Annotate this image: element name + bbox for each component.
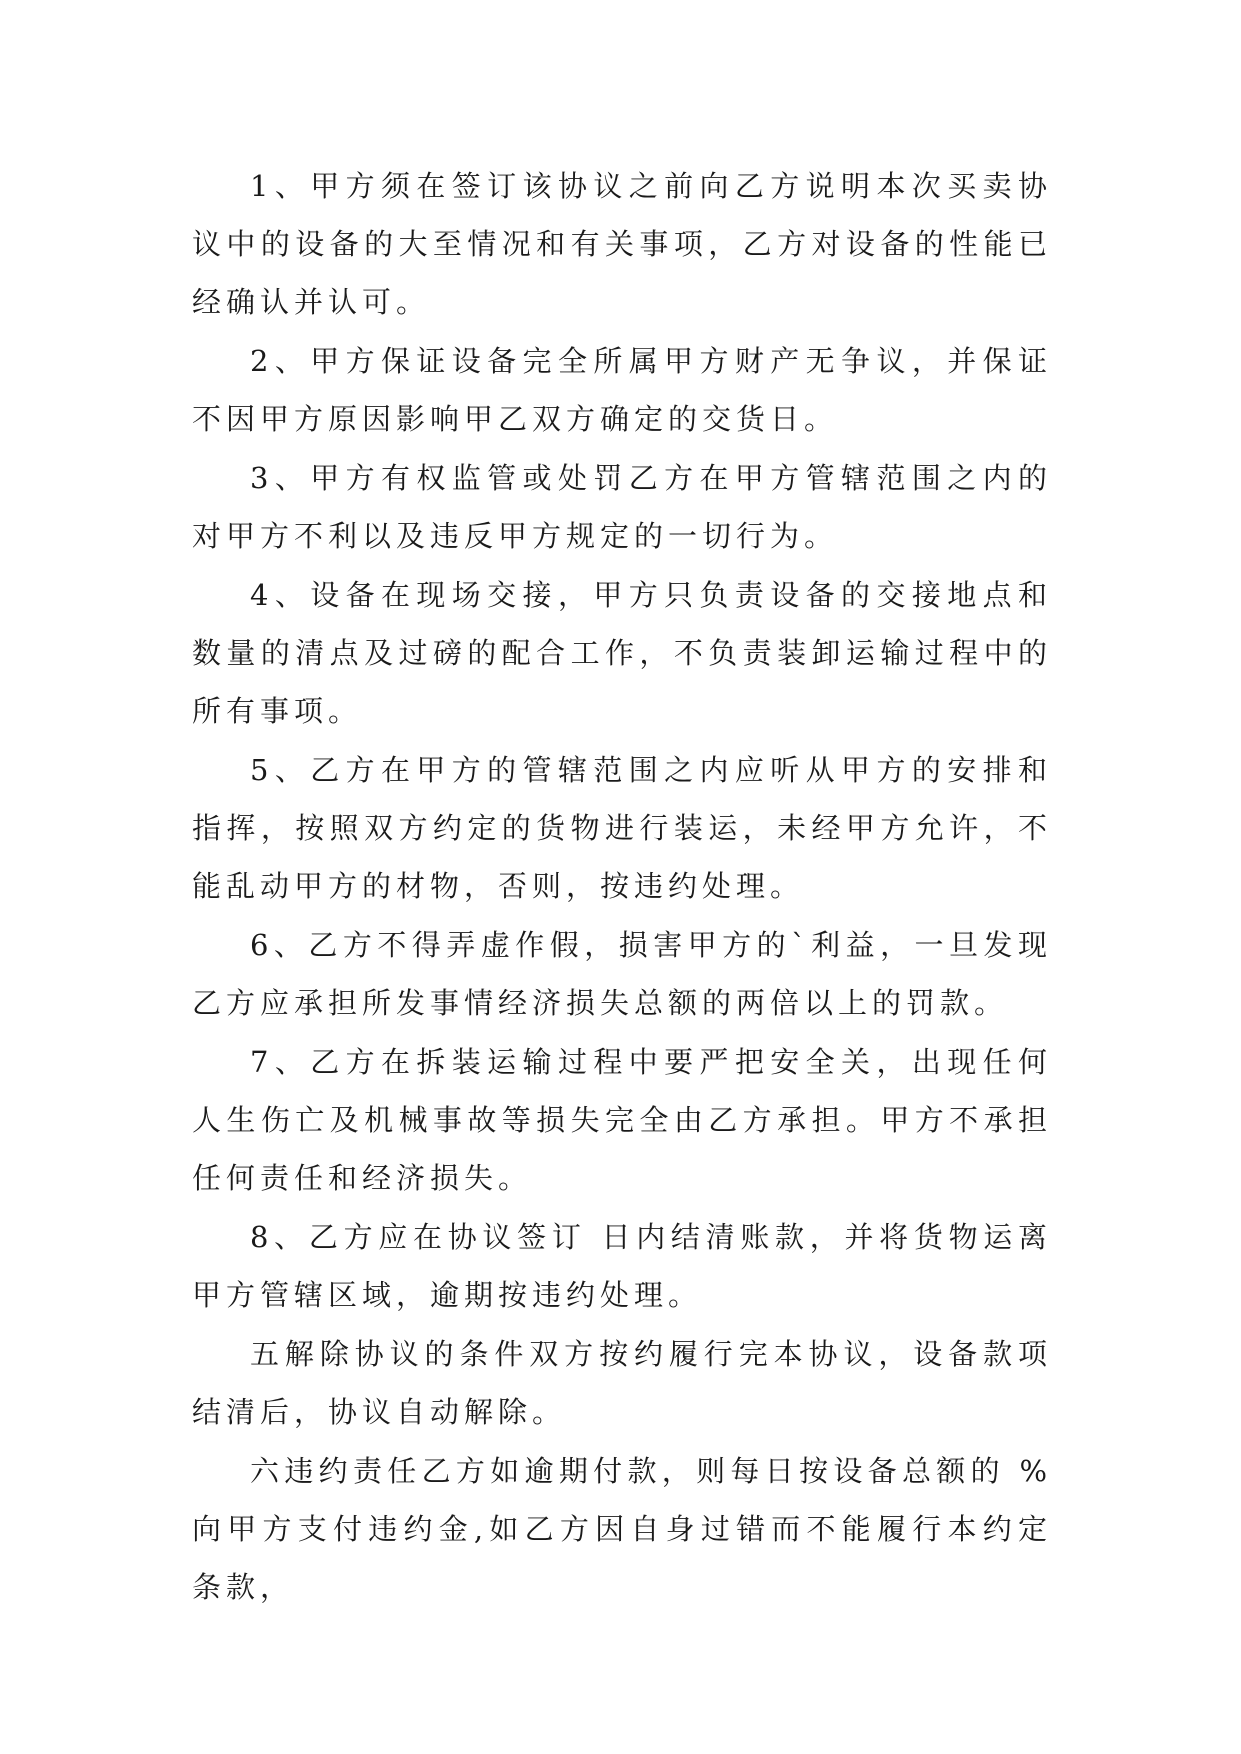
clause-1-paragraph: 1、甲方须在签订该协议之前向乙方说明本次买卖协议中的设备的大至情况和有关事项，乙方对设备的性能已经确认并认可。: [192, 169, 1052, 319]
document-body: [192, 157, 1052, 1617]
breach-liability-paragraph: 六违约责任乙方如逾期付款，则每日按设备总额的 %向甲方支付违约金,如乙方因自身过错而不能履行本约定条款，: [192, 1454, 1052, 1604]
clause-5-paragraph: 5、乙方在甲方的管辖范围之内应听从甲方的安排和指挥，按照双方约定的货物进行装运，未经甲方允许，不能乱动甲方的材物，否则，按违约处理。: [192, 753, 1052, 903]
clause-7-paragraph: 7、乙方在拆装运输过程中要严把安全关，出现任何人生伤亡及机械事故等损失完全由乙方承担。甲方不承担任何责任和经济损失。: [192, 1045, 1052, 1195]
clause-2-paragraph: 2、甲方保证设备完全所属甲方财产无争议，并保证不因甲方原因影响甲乙双方确定的交货日。: [192, 344, 1052, 436]
clause-4-paragraph: 4、设备在现场交接，甲方只负责设备的交接地点和数量的清点及过磅的配合工作，不负责装卸运输过程中的所有事项。: [192, 578, 1052, 728]
clause-8-paragraph: 8、乙方应在协议签订 日内结清账款，并将货物运离甲方管辖区域，逾期按违约处理。: [192, 1220, 1052, 1312]
termination-conditions-paragraph: 五解除协议的条件双方按约履行完本协议，设备款项结清后，协议自动解除。: [192, 1337, 1052, 1429]
clause-3-paragraph: 3、甲方有权监管或处罚乙方在甲方管辖范围之内的对甲方不利以及违反甲方规定的一切行为。: [192, 461, 1052, 553]
clause-6-paragraph: 6、乙方不得弄虚作假，损害甲方的`利益，一旦发现乙方应承担所发事情经济损失总额的两倍以上的罚款。: [192, 928, 1052, 1020]
